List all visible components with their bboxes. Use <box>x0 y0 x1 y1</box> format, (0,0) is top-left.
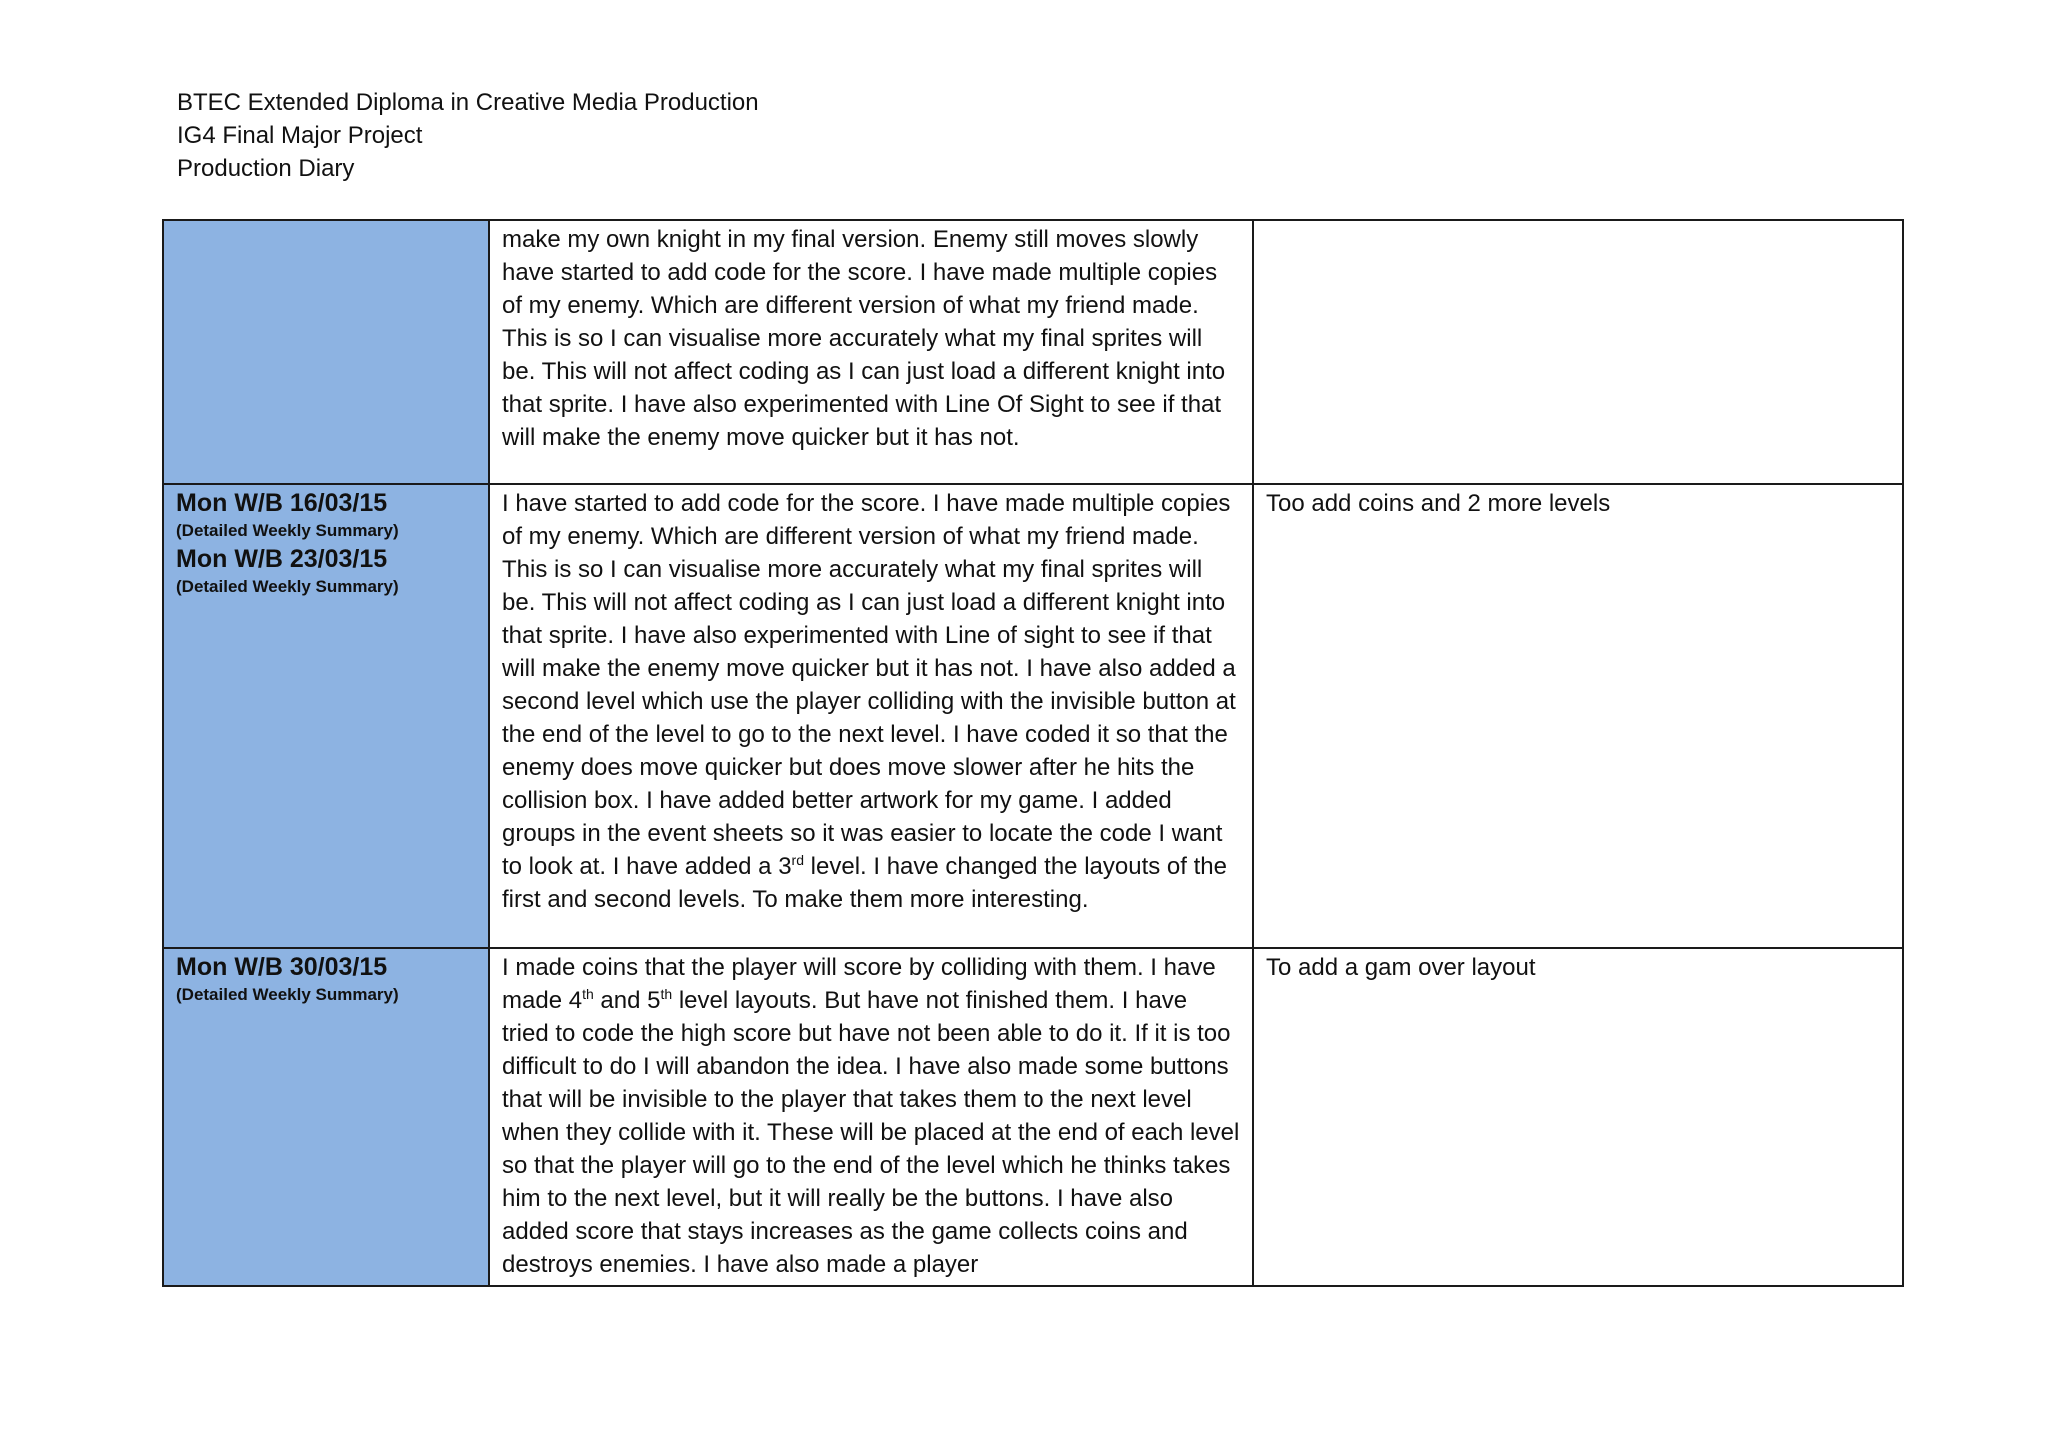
entry-text <box>502 951 1240 1281</box>
entry-text-part: level layouts. But have not finished them. I have tried to code the high score but have not been able to do it. If it is too difficult to do I will abandon the idea. I have also made some buttons that will be invisible to the player that takes them to the next level when they collide with it. These will be placed at the end of each level so that the player will go to the end of the level which he thinks takes him to the next level, but it will really be the buttons. I have also added score that stays increases as the game collects coins and destroys enemies. I have also made a player <box>502 987 1240 1278</box>
entry-text-part: and 5 <box>593 987 661 1014</box>
table-row <box>163 484 1903 948</box>
week-date: Mon W/B 16/03/15 <box>176 489 388 517</box>
date-cell <box>163 484 489 948</box>
project-title: IG4 Final Major Project <box>177 122 423 149</box>
week-summary-label: (Detailed Weekly Summary) <box>176 521 399 540</box>
entry-text-part: I have started to add code for the score. I have made multiple copies of my enemy. Which are different version of what my friend made. This is so I can visualise more accurately what my final sprites will be. This will not affect coding as I can just load a different knight into that sprite. I have also experimented with Line of sight to see if that will make the enemy move quicker but it has not. I have also added a second level which use the player colliding with the invisible button at the end of the level to go to the next level. I have coded it so that the enemy does move quicker but does move slower after he hits the collision box. I have added better artwork for my game. I added groups in the event sheets so it was easier to locate the code I want to look at. I have added a 3 <box>502 490 1236 880</box>
entry-text-part: I made coins that the player will score by colliding with them. I have made 4 <box>502 954 1216 1014</box>
entry-cell <box>489 484 1253 948</box>
ordinal-suffix: rd <box>791 852 804 868</box>
table-row <box>163 220 1903 484</box>
diary-title: Production Diary <box>177 155 355 182</box>
target-cell <box>1253 220 1903 484</box>
week-date: Mon W/B 30/03/15 <box>176 953 388 981</box>
target-text: To add a gam over layout <box>1266 954 1536 981</box>
entry-cell <box>489 948 1253 1286</box>
week-summary-label: (Detailed Weekly Summary) <box>176 985 399 1004</box>
course-title: BTEC Extended Diploma in Creative Media Production <box>177 89 759 116</box>
entry-text: make my own knight in my final version. Enemy still moves slowly have started to add code for the score. I have made multiple copies of my enemy. Which are different version of what my friend made. This is so I can visualise more accurately what my final sprites will be. This will not affect coding as I can just load a different knight into that sprite. I have also experimented with Line Of Sight to see if that will make the enemy move quicker but it has not. <box>502 226 1226 451</box>
week-summary-label: (Detailed Weekly Summary) <box>176 577 399 596</box>
week-date: Mon W/B 23/03/15 <box>176 545 388 573</box>
production-diary-table <box>162 219 1904 1287</box>
target-cell <box>1253 484 1903 948</box>
target-cell <box>1253 948 1903 1286</box>
ordinal-suffix: th <box>660 986 673 1002</box>
entry-text-part: level. I have changed the layouts of the first and second levels. To make them more interesting. <box>502 853 1227 913</box>
entry-cell <box>489 220 1253 484</box>
table-row <box>163 948 1903 1286</box>
entry-text <box>502 487 1240 916</box>
target-text: Too add coins and 2 more levels <box>1266 490 1611 517</box>
date-cell <box>163 220 489 484</box>
document-header <box>177 86 759 185</box>
date-cell <box>163 948 489 1286</box>
ordinal-suffix: th <box>582 986 594 1002</box>
